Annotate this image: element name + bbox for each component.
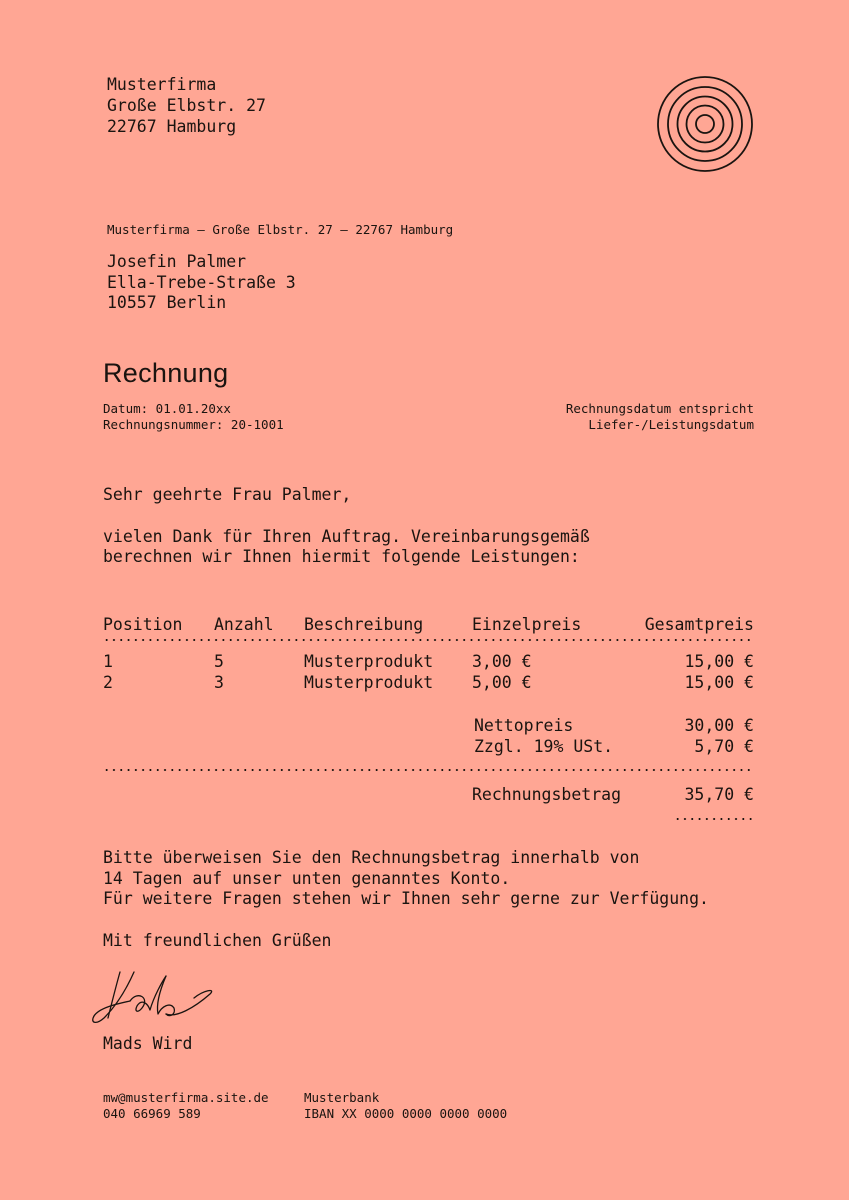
closing-line-2: 14 Tagen auf unser unten genanntes Konto. [103,869,511,888]
date-note-line-2: Liefer-/Leistungsdatum [588,417,754,432]
sender-street: Große Elbstr. 27 [107,96,266,115]
header-total-price: Gesamtpreis [644,615,754,634]
footer-bank: Musterbank [304,1090,380,1105]
closing-line-3: Für weitere Fragen stehen wir Ihnen sehr gerne zur Verfügung. [103,889,709,908]
signer-name: Mads Wird [103,1034,193,1053]
footer-iban: IBAN XX 0000 0000 0000 0000 [304,1106,508,1121]
greeting: Sehr geehrte Frau Palmer, [103,485,352,504]
recipient-name: Josefin Palmer [107,252,247,271]
row-1-position: 1 [103,652,113,671]
header-position: Position [103,615,183,634]
sender-name: Musterfirma [107,75,217,94]
return-address-line: Musterfirma – Große Elbstr. 27 – 22767 Hamburg [107,222,454,237]
footer-email[interactable]: mw@musterfirma.site.de [103,1090,269,1105]
header-description: Beschreibung [304,615,424,634]
recipient-street: Ella-Trebe-Straße 3 [107,273,296,292]
intro-line-1: vielen Dank für Ihren Auftrag. Vereinbarungsgemäß [103,527,590,546]
invoice-number: Rechnungsnummer: 20-1001 [103,417,284,432]
vat-value: 5,70 € [694,737,754,756]
row-1-description: Musterprodukt [304,652,434,671]
closing-line-1: Bitte überweisen Sie den Rechnungsbetrag innerhalb von [103,848,640,867]
row-2-total-price: 15,00 € [684,673,754,692]
row-2-unit-price: 5,00 € [472,673,532,692]
date-note-line-1: Rechnungsdatum entspricht [565,401,754,416]
dotted-divider [103,769,753,771]
invoice-total-label: Rechnungsbetrag [472,785,622,804]
row-2-quantity: 3 [214,673,224,692]
dotted-divider [103,639,753,641]
net-price-value: 30,00 € [684,716,754,735]
document-title: Rechnung [103,358,229,388]
concentric-circles-logo-icon [656,75,754,173]
sender-city: 22767 Hamburg [107,117,237,136]
header-unit-price: Einzelpreis [472,615,582,634]
invoice-total-value: 35,70 € [684,785,754,804]
total-underline [674,818,754,820]
row-2-position: 2 [103,673,113,692]
vat-label: Zzgl. 19% USt. [474,737,614,756]
row-1-unit-price: 3,00 € [472,652,532,671]
footer-phone: 040 66969 589 [103,1106,201,1121]
header-quantity: Anzahl [214,615,274,634]
intro-line-2: berechnen wir Ihnen hiermit folgende Leistungen: [103,547,580,566]
row-1-quantity: 5 [214,652,224,671]
row-2-description: Musterprodukt [304,673,434,692]
signature-image [90,968,220,1030]
invoice-date: Datum: 01.01.20xx [103,401,231,416]
regards: Mit freundlichen Grüßen [103,931,332,950]
row-1-total-price: 15,00 € [684,652,754,671]
recipient-city: 10557 Berlin [107,293,227,312]
net-price-label: Nettopreis [474,716,574,735]
